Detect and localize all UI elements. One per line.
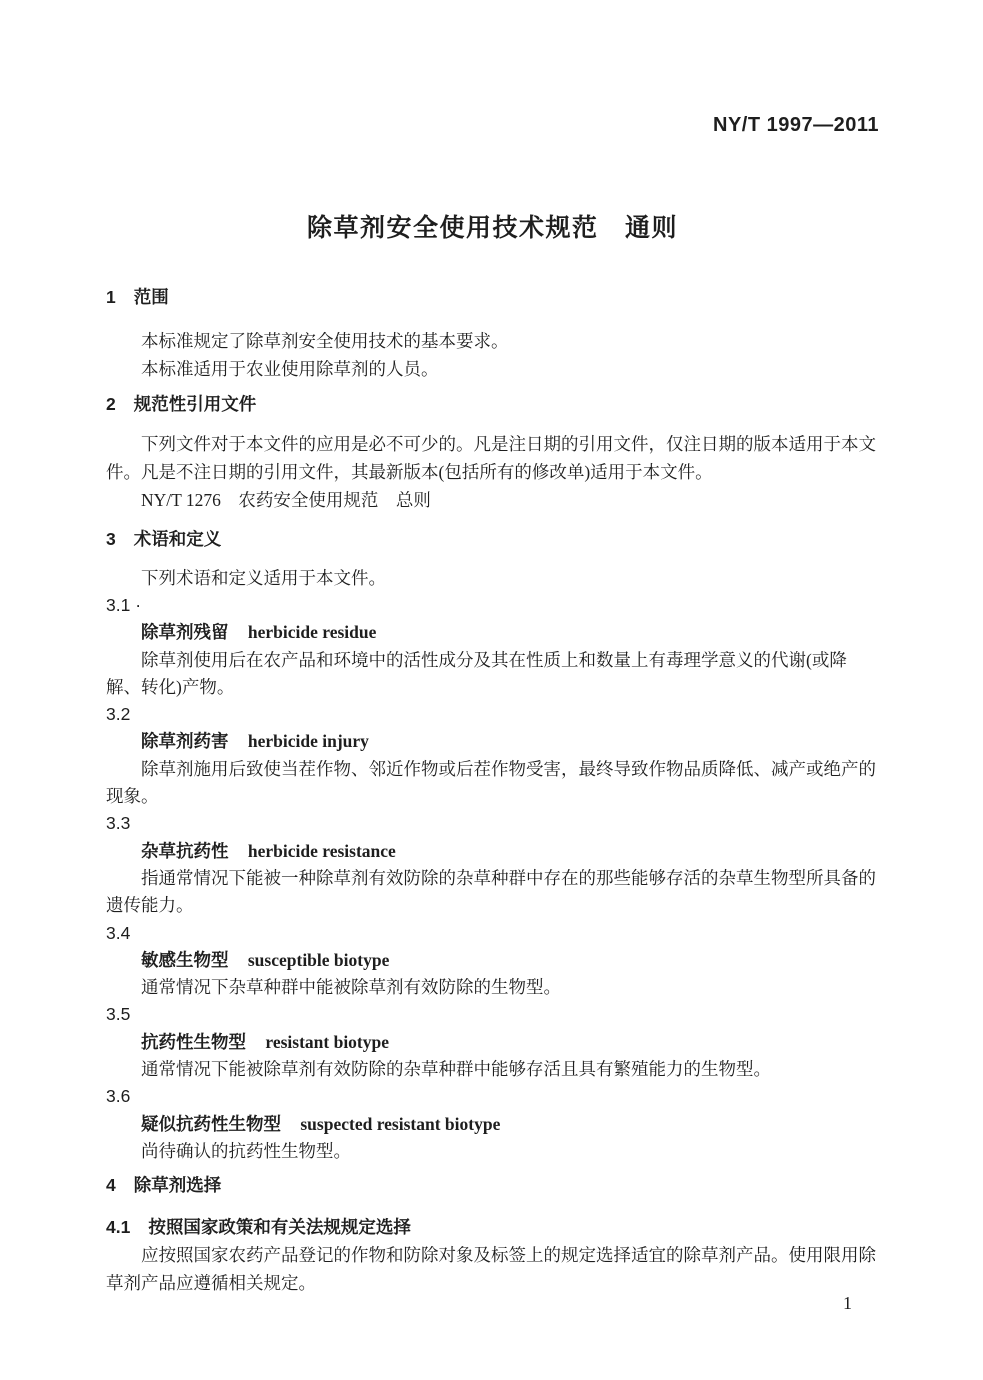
term-block [106,810,879,919]
term-name-row [106,728,879,755]
term-definition: 指通常情况下能被一种除草剂有效防除的杂草种群中存在的那些能够存活的杂草生物型所具备的遗传能力。 [106,867,876,916]
paragraph: 本标准规定了除草剂安全使用技术的基本要求。 [141,331,509,351]
paragraph: 下列术语和定义适用于本文件。 [141,568,386,588]
section-number: 1 [106,287,116,307]
subsection-number: 4.1 [106,1217,131,1238]
section-heading [106,525,879,553]
page-title: 除草剂安全使用技术规范 通则 [306,214,678,242]
page-number: 1 [843,1293,852,1313]
term-definition: 除草剂使用后在农产品和环境中的活性成分及其在性质上和数量上有毒理学意义的代谢(或降解、转化)产物。 [106,649,847,697]
section-heading-text: 规范性引用文件 [133,394,257,414]
subsection-heading-text: 按照国家政策和有关法规规定选择 [148,1217,411,1238]
term-name: 疑似抗药性生物型 [141,1113,281,1134]
section-herbicide-selection [106,1171,879,1297]
paragraph: 应按照国家农药产品登记的作物和防除对象及标签上的规定选择适宜的除草剂产品。使用限用除草剂产品应遵循相关规定。 [106,1245,876,1294]
term-number: 3.1 · [106,595,142,615]
term-definition: 尚待确认的抗药性生物型。 [141,1140,351,1161]
section-number: 2 [106,394,116,414]
section-number: 3 [106,529,116,549]
term-name-row [106,947,879,974]
term-number: 3.6 [106,1086,131,1107]
section-heading-text: 范围 [133,287,169,307]
term-name-en: herbicide resistance [247,840,396,861]
page-content [106,0,879,1297]
term-block [106,701,879,810]
term-number: 3.2 [106,704,131,725]
subsection-heading [106,1213,879,1241]
term-block [106,592,879,701]
reference-item: NY/T 1276 农药安全使用规范 总则 [141,490,431,510]
terms-list [106,592,879,1165]
term-name: 除草剂药害 [141,731,229,752]
term-name: 杂草抗药性 [141,840,229,861]
term-block [106,1001,879,1083]
section-terms-definitions [106,525,879,1165]
paragraph: 下列文件对于本文件的应用是必不可少的。凡是注日期的引用文件，仅注日期的版本适用于本文件。凡是不注日期的引用文件，其最新版本(包括所有的修改单)适用于本文件。 [106,434,876,482]
term-name-en: suspected resistant biotype [300,1113,501,1134]
term-number: 3.5 [106,1004,131,1025]
term-name-en: herbicide injury [247,731,369,752]
term-number: 3.4 [106,922,131,943]
term-definition: 通常情况下能被除草剂有效防除的杂草种群中能够存活且具有繁殖能力的生物型。 [141,1059,771,1080]
term-name-row [106,619,879,646]
term-name-row [106,1029,879,1056]
section-number: 4 [106,1175,116,1196]
section-heading [106,390,879,418]
section-heading-text: 除草剂选择 [133,1175,222,1196]
term-number: 3.3 [106,813,131,834]
section-scope [106,283,879,383]
section-normative-references [106,390,879,514]
section-heading [106,1171,879,1199]
term-name: 除草剂残留 [141,622,229,643]
section-heading-text: 术语和定义 [133,529,222,549]
term-name-en: resistant biotype [265,1031,390,1052]
term-block [106,1083,879,1165]
term-name: 敏感生物型 [141,949,229,970]
term-definition: 除草剂施用后致使当茬作物、邻近作物或后茬作物受害，最终导致作物品质降低、减产或绝产的现象。 [106,758,876,807]
term-name-row [106,838,879,865]
term-definition: 通常情况下杂草种群中能被除草剂有效防除的生物型。 [141,977,561,998]
term-name-en: susceptible biotype [247,949,390,970]
term-block [106,920,879,1002]
term-name: 抗药性生物型 [141,1031,246,1052]
doc-code: NY/T 1997—2011 [713,114,879,136]
term-name-row [106,1111,879,1138]
section-heading [106,283,879,311]
paragraph: 本标准适用于农业使用除草剂的人员。 [141,359,439,379]
term-name-en: herbicide residue [247,622,377,643]
